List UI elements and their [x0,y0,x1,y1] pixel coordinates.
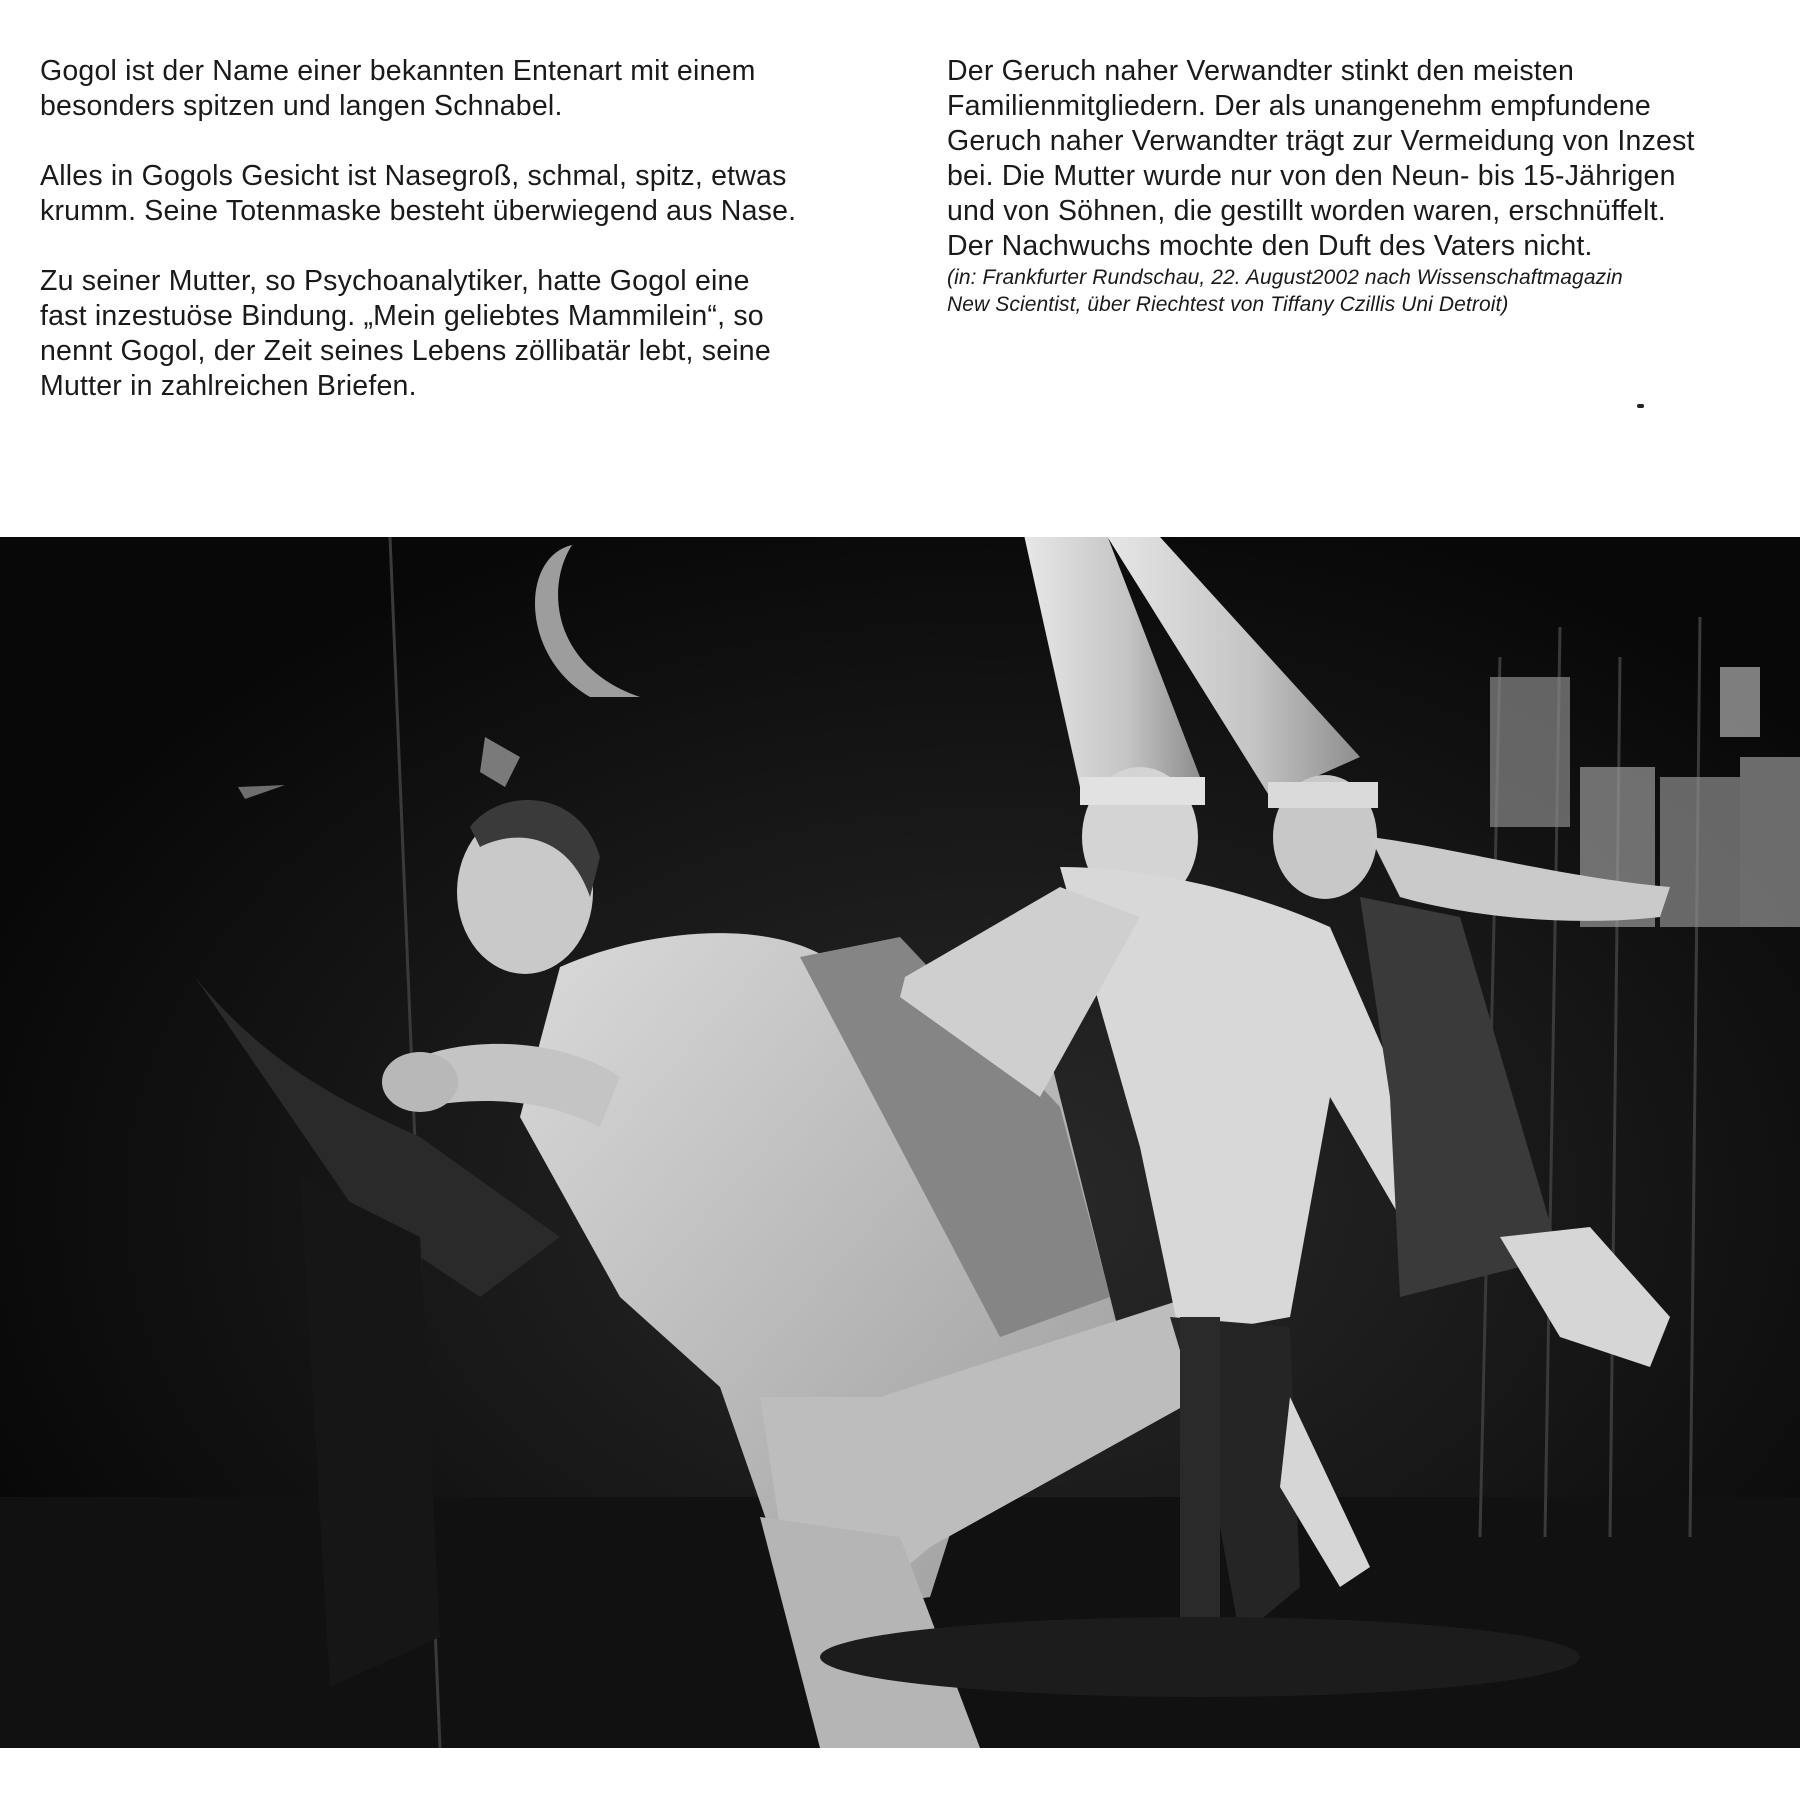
left-text-column [40,54,890,439]
stage-photograph [0,537,1800,1748]
paragraph-gogol-nose: Alles in Gogols Gesicht ist Nasegroß, schmal, spitz, etwas krumm. Seine Totenmaske besteht überwiegend aus Nase. [40,160,797,227]
floor-shadow [820,1617,1580,1697]
photo-illustration [0,537,1800,1748]
right-text-column [947,54,1787,353]
paragraph-family-smell: Der Geruch naher Verwandter stinkt den meisten Familienmitgliedern. Der als unangenehm empfundene Geruch naher Verwandter trägt zur Vermeidung von Inzest bei. Die Mutter wurde nur von den Neun- bis 15-Jährigen und von Söhnen, die gestillt worden waren, erschnüffelt. Der Nachwuchs mochte den Duft des Vaters nicht. [947,55,1695,262]
print-speck [1637,404,1644,408]
source-citation: (in: Frankfurter Rundschau, 22. August2002 nach Wissenschaftmagazin New Scientist, über Riechtest von Tiffany Czillis Uni Detroit) [947,266,1623,316]
paragraph-gogol-duck: Gogol ist der Name einer bekannten Entenart mit einem besonders spitzen und langen Schnabel. [40,55,756,122]
paragraph-gogol-mother: Zu seiner Mutter, so Psychoanalytiker, hatte Gogol eine fast inzestuöse Bindung. „Mein geliebtes Mammilein“, so nennt Gogol, der Zeit seines Lebens zöllibatär lebt, seine Mutter in zahlreichen Briefen. [40,265,771,402]
